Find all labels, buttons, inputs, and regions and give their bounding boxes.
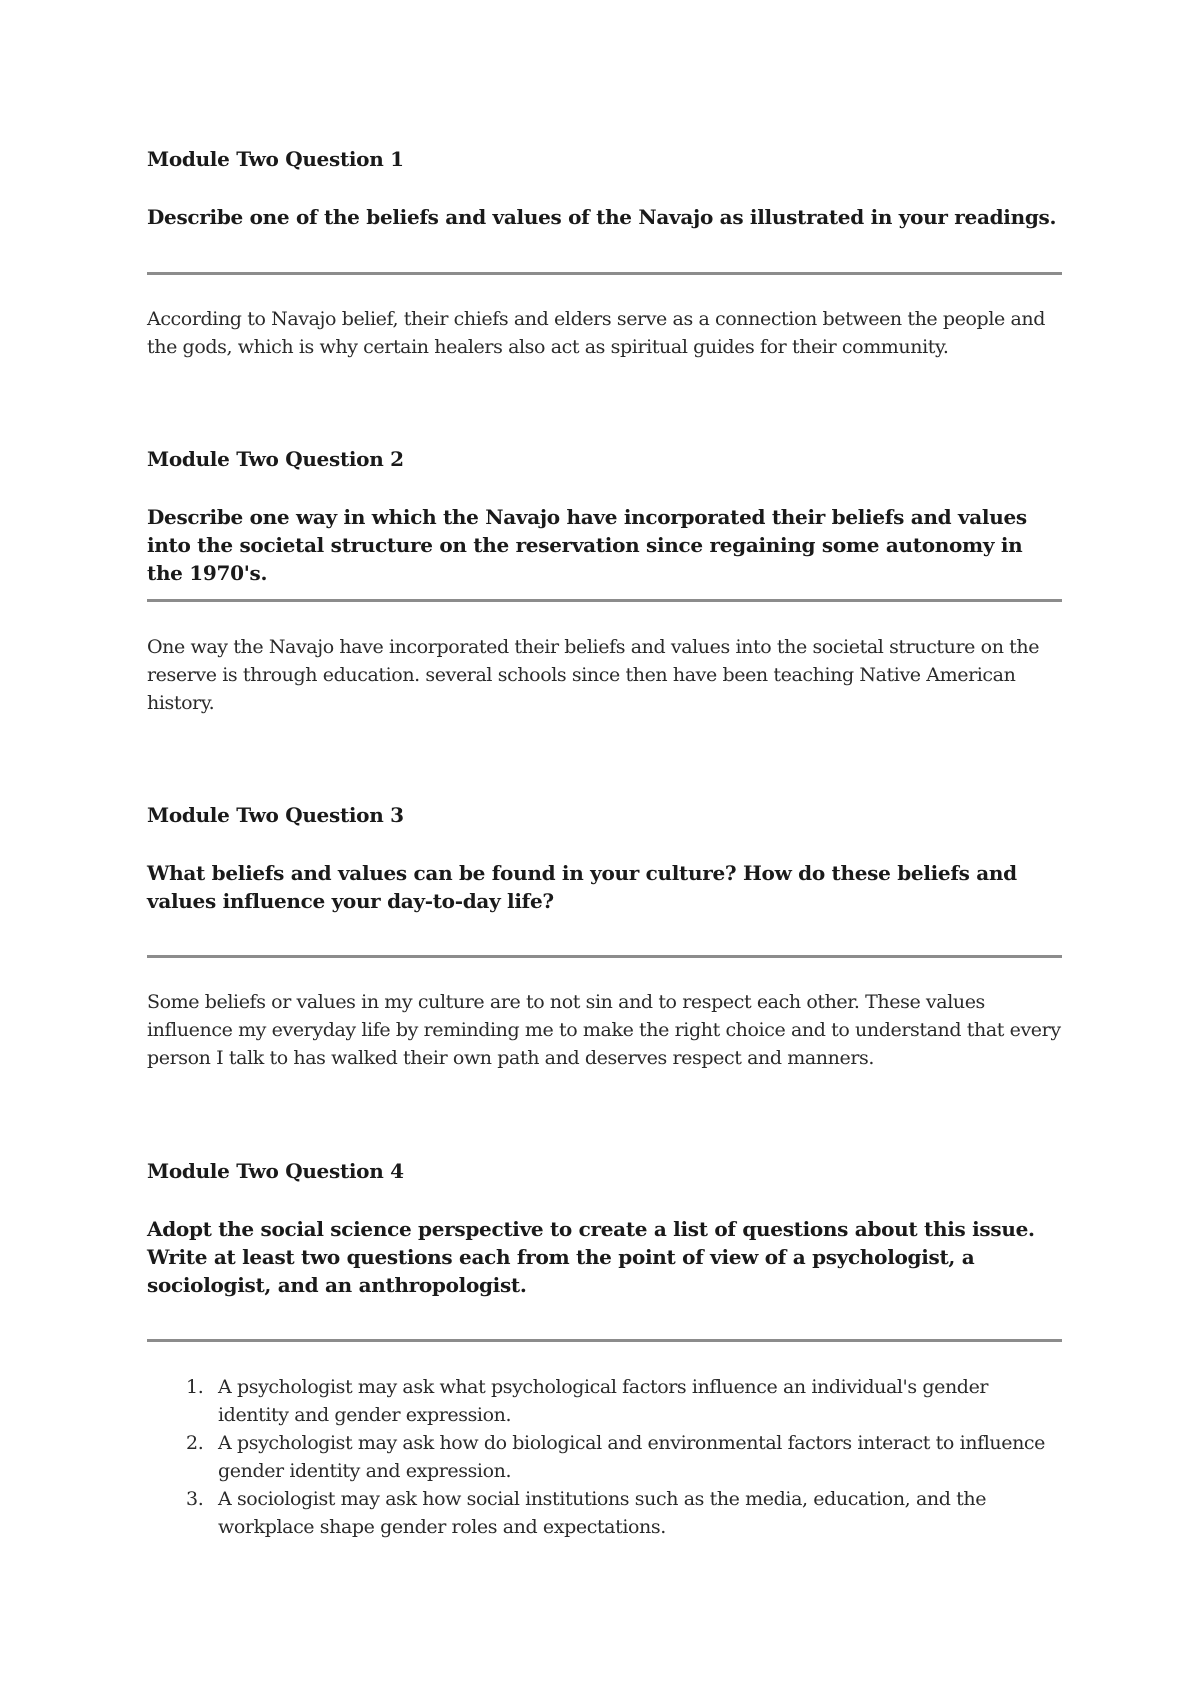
section-3-title: Module Two Question 3 xyxy=(147,803,404,827)
section-2-title: Module Two Question 2 xyxy=(147,447,404,471)
section-4-question: Adopt the social science perspective to create a list of questions about this issue. Write at least two questions each from the point of view of a psychologist, a sociologist, and an anthropologist. xyxy=(147,1217,1035,1297)
section-4-divider xyxy=(147,1339,1062,1342)
list-item xyxy=(186,1373,1062,1429)
section-1-question: Describe one of the beliefs and values of the Navajo as illustrated in your readings. xyxy=(147,205,1057,229)
section-1-title: Module Two Question 1 xyxy=(147,147,404,171)
section-3-question: What beliefs and values can be found in your culture? How do these beliefs and values influence your day-to-day life? xyxy=(147,861,1017,913)
list-item-text: A psychologist may ask what psychological factors influence an individual's gender identity and gender expression. xyxy=(218,1376,989,1426)
section-2-answer: One way the Navajo have incorporated their beliefs and values into the societal structure on the reserve is through education. several schools since then have been teaching Native American history. xyxy=(147,636,1040,714)
list-item-number: 1. xyxy=(186,1376,204,1398)
list-item xyxy=(186,1485,1062,1541)
section-2-question: Describe one way in which the Navajo have incorporated their beliefs and values into the societal structure on the reservation since regaining some autonomy in the 1970's. xyxy=(147,505,1027,585)
list-item xyxy=(186,1429,1062,1485)
list-item-number: 2. xyxy=(186,1432,204,1454)
section-1-answer: According to Navajo belief, their chiefs and elders serve as a connection between the people and the gods, which is why certain healers also act as spiritual guides for their community. xyxy=(147,308,1046,358)
section-3-divider xyxy=(147,955,1062,958)
list-item-text: A sociologist may ask how social institutions such as the media, education, and the workplace shape gender roles and expectations. xyxy=(218,1488,987,1538)
section-1-divider xyxy=(147,272,1062,275)
section-4-title: Module Two Question 4 xyxy=(147,1159,404,1183)
list-item-text: A psychologist may ask how do biological and environmental factors interact to influence gender identity and expression. xyxy=(218,1432,1045,1482)
section-2-divider xyxy=(147,599,1062,602)
section-3-answer: Some beliefs or values in my culture are to not sin and to respect each other. These values influence my everyday life by reminding me to make the right choice and to understand that every person I talk to has walked their own path and deserves respect and manners. xyxy=(147,991,1061,1069)
section-4-answer-list xyxy=(147,1373,1062,1541)
list-item-number: 3. xyxy=(186,1488,204,1510)
